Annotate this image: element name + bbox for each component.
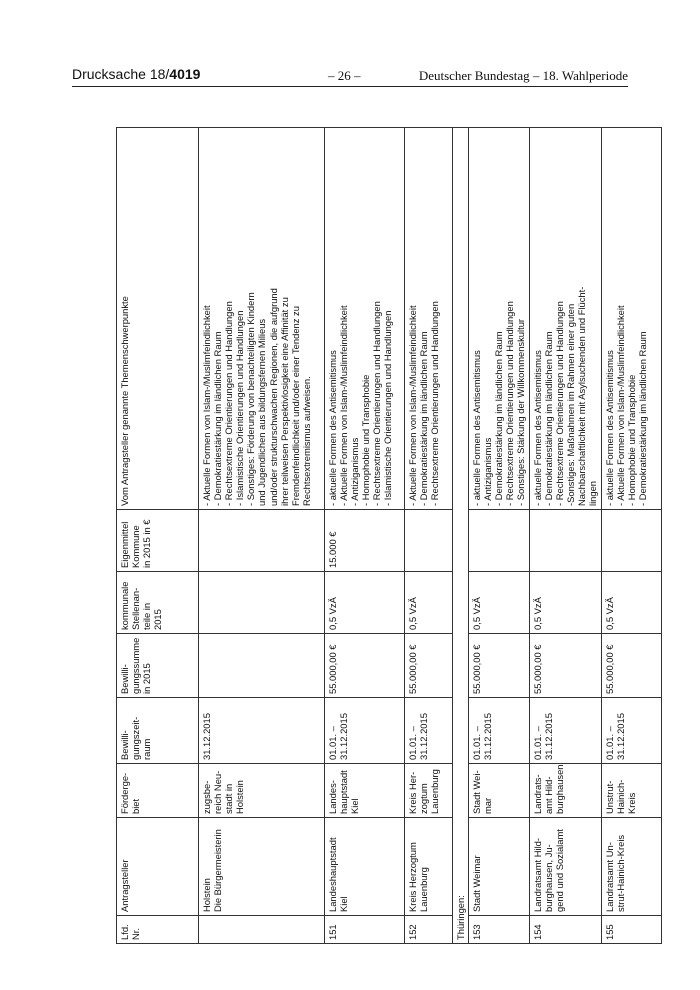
cell-antragsteller <box>199 818 325 916</box>
cell-line: ihrer teilweisen Perspektivlosigkeit eine Affinität zu <box>278 297 290 506</box>
cell-line: 55.000,00 € <box>531 644 543 694</box>
cell-zeitraum <box>405 698 453 764</box>
cell-line: 31.12.2015 <box>338 713 350 760</box>
cell-antragsteller <box>529 818 601 916</box>
cell-line: biet <box>130 798 142 814</box>
cell-line: mar <box>482 797 494 814</box>
cell-line: - Aktuelle Formen von Islam-/Muslimfeindlichkeit <box>201 305 212 506</box>
cell-line: 0,5 VzÄ <box>531 597 543 630</box>
cell-themen <box>325 128 405 510</box>
cell-line: Lfd. <box>119 924 130 940</box>
cell-line: in 2015 <box>141 663 153 694</box>
cell-line: reich Neu- <box>212 770 224 814</box>
page-header <box>72 66 628 90</box>
funding-table <box>116 127 662 944</box>
cell-line: 154 <box>531 924 543 940</box>
cell-themen <box>529 128 601 510</box>
cell-line: 01.01. – <box>603 726 615 760</box>
cell-nr <box>601 916 661 944</box>
header-zeitraum <box>117 698 199 764</box>
cell-themen <box>469 128 529 510</box>
cell-line: gungssumme <box>130 637 142 694</box>
parliament-label: Deutscher Bundestag – 18. Wahlperiode <box>418 68 628 83</box>
cell-line: - Rechtsextreme Orientierungen und Handlungen <box>223 301 235 506</box>
cell-line: in 2015 in € <box>141 519 153 568</box>
doc-number-bold: 4019 <box>169 66 201 82</box>
cell-eigenmittel <box>199 510 325 572</box>
rotated-table-container <box>116 128 648 944</box>
cell-line: - Demokratiestärkung im ländlichen Raum <box>212 331 224 506</box>
cell-line: 01.01. – <box>327 726 338 760</box>
cell-zeitraum <box>469 698 529 764</box>
cell-line: burghausen, Ju- <box>542 844 554 912</box>
cell-line: - aktuelle Formen des Antisemitismus <box>531 350 543 506</box>
cell-line: 0,5 VzÄ <box>327 597 338 630</box>
cell-line: Fremdenfeindlichkeit und/oder einer Tendenz zu <box>289 306 301 506</box>
cell-line: 15.000 € <box>327 531 338 568</box>
cell-line: Landeshauptstadt <box>327 837 338 912</box>
cell-line: Nr. <box>130 928 142 940</box>
page-number: – 26 – <box>328 68 361 83</box>
cell-stellen <box>529 572 601 634</box>
cell-line: 151 <box>327 924 338 940</box>
cell-antragsteller <box>325 818 405 916</box>
header-antragsteller <box>117 818 199 916</box>
cell-line: Nachbarschaftlichkeit mit Asylsuchenden und Flücht- <box>575 286 587 506</box>
cell-zeitraum <box>199 698 325 764</box>
table-row <box>199 128 325 944</box>
cell-line: Kiel <box>338 896 350 912</box>
cell-line: burghausen <box>553 764 565 814</box>
cell-line: 55.000,00 € <box>327 644 338 694</box>
cell-line: 01.01. – <box>471 726 483 760</box>
cell-line: -Sonstiges: Maßnahmen im Rahmen einer guten <box>564 303 576 506</box>
cell-antragsteller <box>601 818 661 916</box>
cell-line: - Demokratiestärkung im ländlichen Raum <box>636 331 648 506</box>
cell-stellen <box>325 572 405 634</box>
cell-line: raum <box>141 738 153 760</box>
table-row <box>529 128 601 944</box>
cell-themen <box>405 128 453 510</box>
doc-number-light: 18/ <box>149 66 170 82</box>
cell-line: 31.12.2015 <box>614 713 626 760</box>
header-summe <box>117 634 199 698</box>
cell-line: 55.000,00 € <box>407 644 418 694</box>
cell-line: 01.01. – <box>531 726 543 760</box>
cell-line: stadt in <box>223 783 235 814</box>
cell-zeitraum <box>529 698 601 764</box>
cell-line: Stadt Weimar <box>471 855 483 912</box>
cell-foerdergebiet <box>405 764 453 818</box>
cell-line: - Demokratiestärkung im ländlichen Raum <box>493 331 505 506</box>
section-label: Thüringen: <box>453 128 469 944</box>
cell-line: - Antiziganismus <box>349 437 361 506</box>
cell-line: - aktuelle Formen des Antisemitismus <box>327 350 338 506</box>
cell-line: Hainich- <box>614 779 626 814</box>
cell-line: - Aktuelle Formen von Islam-/Muslimfeindlichkeit <box>407 305 418 506</box>
cell-line: zogtum <box>418 783 430 814</box>
header-themen <box>117 128 199 510</box>
cell-line: Rechtsextremismus aufweisen. <box>300 376 312 506</box>
cell-nr <box>529 916 601 944</box>
header-eigenmittel <box>117 510 199 572</box>
cell-line: Bewilli- <box>119 664 130 694</box>
cell-eigenmittel <box>405 510 453 572</box>
cell-line: hauptstadt <box>338 770 350 814</box>
cell-line: Holstein <box>201 878 212 912</box>
cell-line: gend und Sozialamt <box>553 829 565 912</box>
cell-line: - Islamistische Orientierungen und Handlungen <box>382 310 394 506</box>
cell-stellen <box>199 572 325 634</box>
header-nr <box>117 916 199 944</box>
cell-line: - Rechtsextreme Orientierungen und Handlungen <box>504 301 516 506</box>
cell-foerdergebiet <box>199 764 325 818</box>
cell-line: 0,5 VzÄ <box>407 597 418 630</box>
cell-line: - aktuelle Formen des Antisemitismus <box>603 350 615 506</box>
cell-line: - Rechtsextreme Orientierungen und Handlungen <box>371 301 383 506</box>
cell-line: - Demokratiestärkung im ländlichen Raum <box>542 331 554 506</box>
cell-line: Lauenburg <box>429 769 441 814</box>
cell-line: amt Hild- <box>542 776 554 814</box>
cell-line: - aktuelle Formen des Antisemitismus <box>471 350 483 506</box>
header-rule <box>72 86 628 87</box>
cell-line: Eigenmittel <box>119 521 130 568</box>
cell-line: zugsbe- <box>201 780 212 814</box>
cell-line: und Jugendlichen aus bildungsfernen Milieus <box>256 318 268 506</box>
cell-line: - Aktuelle Formen von Islam-/Muslimfeindlichkeit <box>338 305 350 506</box>
cell-line: 155 <box>603 924 615 940</box>
cell-summe <box>601 634 661 698</box>
cell-eigenmittel <box>601 510 661 572</box>
cell-line: Vom Antragsteller genannte Themenschwerpunkte <box>119 296 130 506</box>
cell-line: 01.01. – <box>407 726 418 760</box>
cell-eigenmittel <box>469 510 529 572</box>
cell-line: strut-Hainich-Kreis <box>614 834 626 912</box>
cell-line: Lauenburg <box>418 867 430 912</box>
cell-line: - Homophobie und Transphobie <box>625 374 637 506</box>
cell-line: Stadt Wei- <box>471 770 483 814</box>
cell-line: Antragsteller <box>119 859 130 912</box>
cell-line: - Sonstiges: Förderung von benachteiligten Kindern <box>245 292 257 506</box>
table-row <box>601 128 661 944</box>
cell-line: Kreis <box>625 792 637 814</box>
cell-line: - Islamistische Orientierungen und Handlungen <box>234 310 246 506</box>
cell-eigenmittel <box>325 510 405 572</box>
cell-line: Holstein <box>234 780 246 814</box>
cell-line: Kreis Her- <box>407 771 418 814</box>
cell-line: 55.000,00 € <box>471 644 483 694</box>
cell-summe <box>325 634 405 698</box>
cell-nr <box>325 916 405 944</box>
cell-line: - Sonstiges: Stärkung der Willkommenskultur <box>515 318 527 506</box>
cell-line: Förderge- <box>119 772 130 814</box>
table-row <box>405 128 453 944</box>
cell-line: 153 <box>471 924 483 940</box>
cell-line: 31.12.2015 <box>542 713 554 760</box>
document-number <box>72 66 200 82</box>
table-row <box>325 128 405 944</box>
cell-foerdergebiet <box>469 764 529 818</box>
header-stellen <box>117 572 199 634</box>
cell-line: Kommune <box>130 525 142 568</box>
doc-prefix: Drucksache <box>72 66 146 82</box>
table-header-row <box>117 128 199 944</box>
cell-line: 2015 <box>152 609 164 630</box>
cell-line: Landratsamt Hild- <box>531 838 543 912</box>
cell-zeitraum <box>601 698 661 764</box>
cell-stellen <box>601 572 661 634</box>
cell-foerdergebiet <box>325 764 405 818</box>
cell-zeitraum <box>325 698 405 764</box>
cell-foerdergebiet <box>529 764 601 818</box>
cell-line: - Rechtsextreme Orientierungen und Handlungen <box>553 301 565 506</box>
cell-summe <box>199 634 325 698</box>
cell-antragsteller <box>469 818 529 916</box>
cell-line: 31.12.2015 <box>482 713 494 760</box>
cell-stellen <box>405 572 453 634</box>
cell-foerdergebiet <box>601 764 661 818</box>
cell-eigenmittel <box>529 510 601 572</box>
cell-themen <box>199 128 325 510</box>
cell-themen <box>601 128 661 510</box>
cell-line: 55.000,00 € <box>603 644 615 694</box>
cell-line: und/oder strukturschwachen Regionen, die aufgrund <box>267 288 279 506</box>
cell-line: teile in <box>141 602 153 630</box>
cell-line: 0,5 VzÄ <box>603 597 615 630</box>
cell-line: - Antiziganismus <box>482 437 494 506</box>
cell-line: Die Bürgermeisterin <box>212 829 224 912</box>
cell-line: Landrats- <box>531 774 543 814</box>
cell-summe <box>469 634 529 698</box>
cell-line: - Rechtsextreme Orientierungen und Handlungen <box>429 301 441 506</box>
cell-stellen <box>469 572 529 634</box>
cell-line: Unstrut- <box>603 780 615 814</box>
cell-line: Landes- <box>327 780 338 814</box>
cell-nr <box>469 916 529 944</box>
cell-nr <box>405 916 453 944</box>
cell-line: kommunale <box>119 581 130 630</box>
cell-line: 31.12.2015 <box>201 713 212 760</box>
cell-line: Stellenan- <box>130 587 142 630</box>
cell-line: - Aktuelle Formen von Islam-/Muslimfeindlichkeit <box>614 305 626 506</box>
cell-line: 31.12.2015 <box>418 713 430 760</box>
cell-summe <box>405 634 453 698</box>
cell-line: - Homophobie und Transphobie <box>360 374 372 506</box>
cell-line: 152 <box>407 924 418 940</box>
cell-line: - Demokratiestärkung im ländlichen Raum <box>418 331 430 506</box>
cell-line: Landratsamt Un- <box>603 842 615 912</box>
header-foerdergebiet <box>117 764 199 818</box>
section-row <box>453 128 469 944</box>
cell-antragsteller <box>405 818 453 916</box>
table-row <box>469 128 529 944</box>
cell-line: gungszeit- <box>130 716 142 760</box>
cell-line: Kiel <box>349 798 361 814</box>
cell-nr <box>199 916 325 944</box>
cell-line: lingen <box>587 480 599 506</box>
cell-line: Kreis Herzogtum <box>407 842 418 912</box>
cell-line: 0,5 VzÄ <box>471 597 483 630</box>
cell-summe <box>529 634 601 698</box>
cell-line: Bewilli- <box>119 730 130 760</box>
